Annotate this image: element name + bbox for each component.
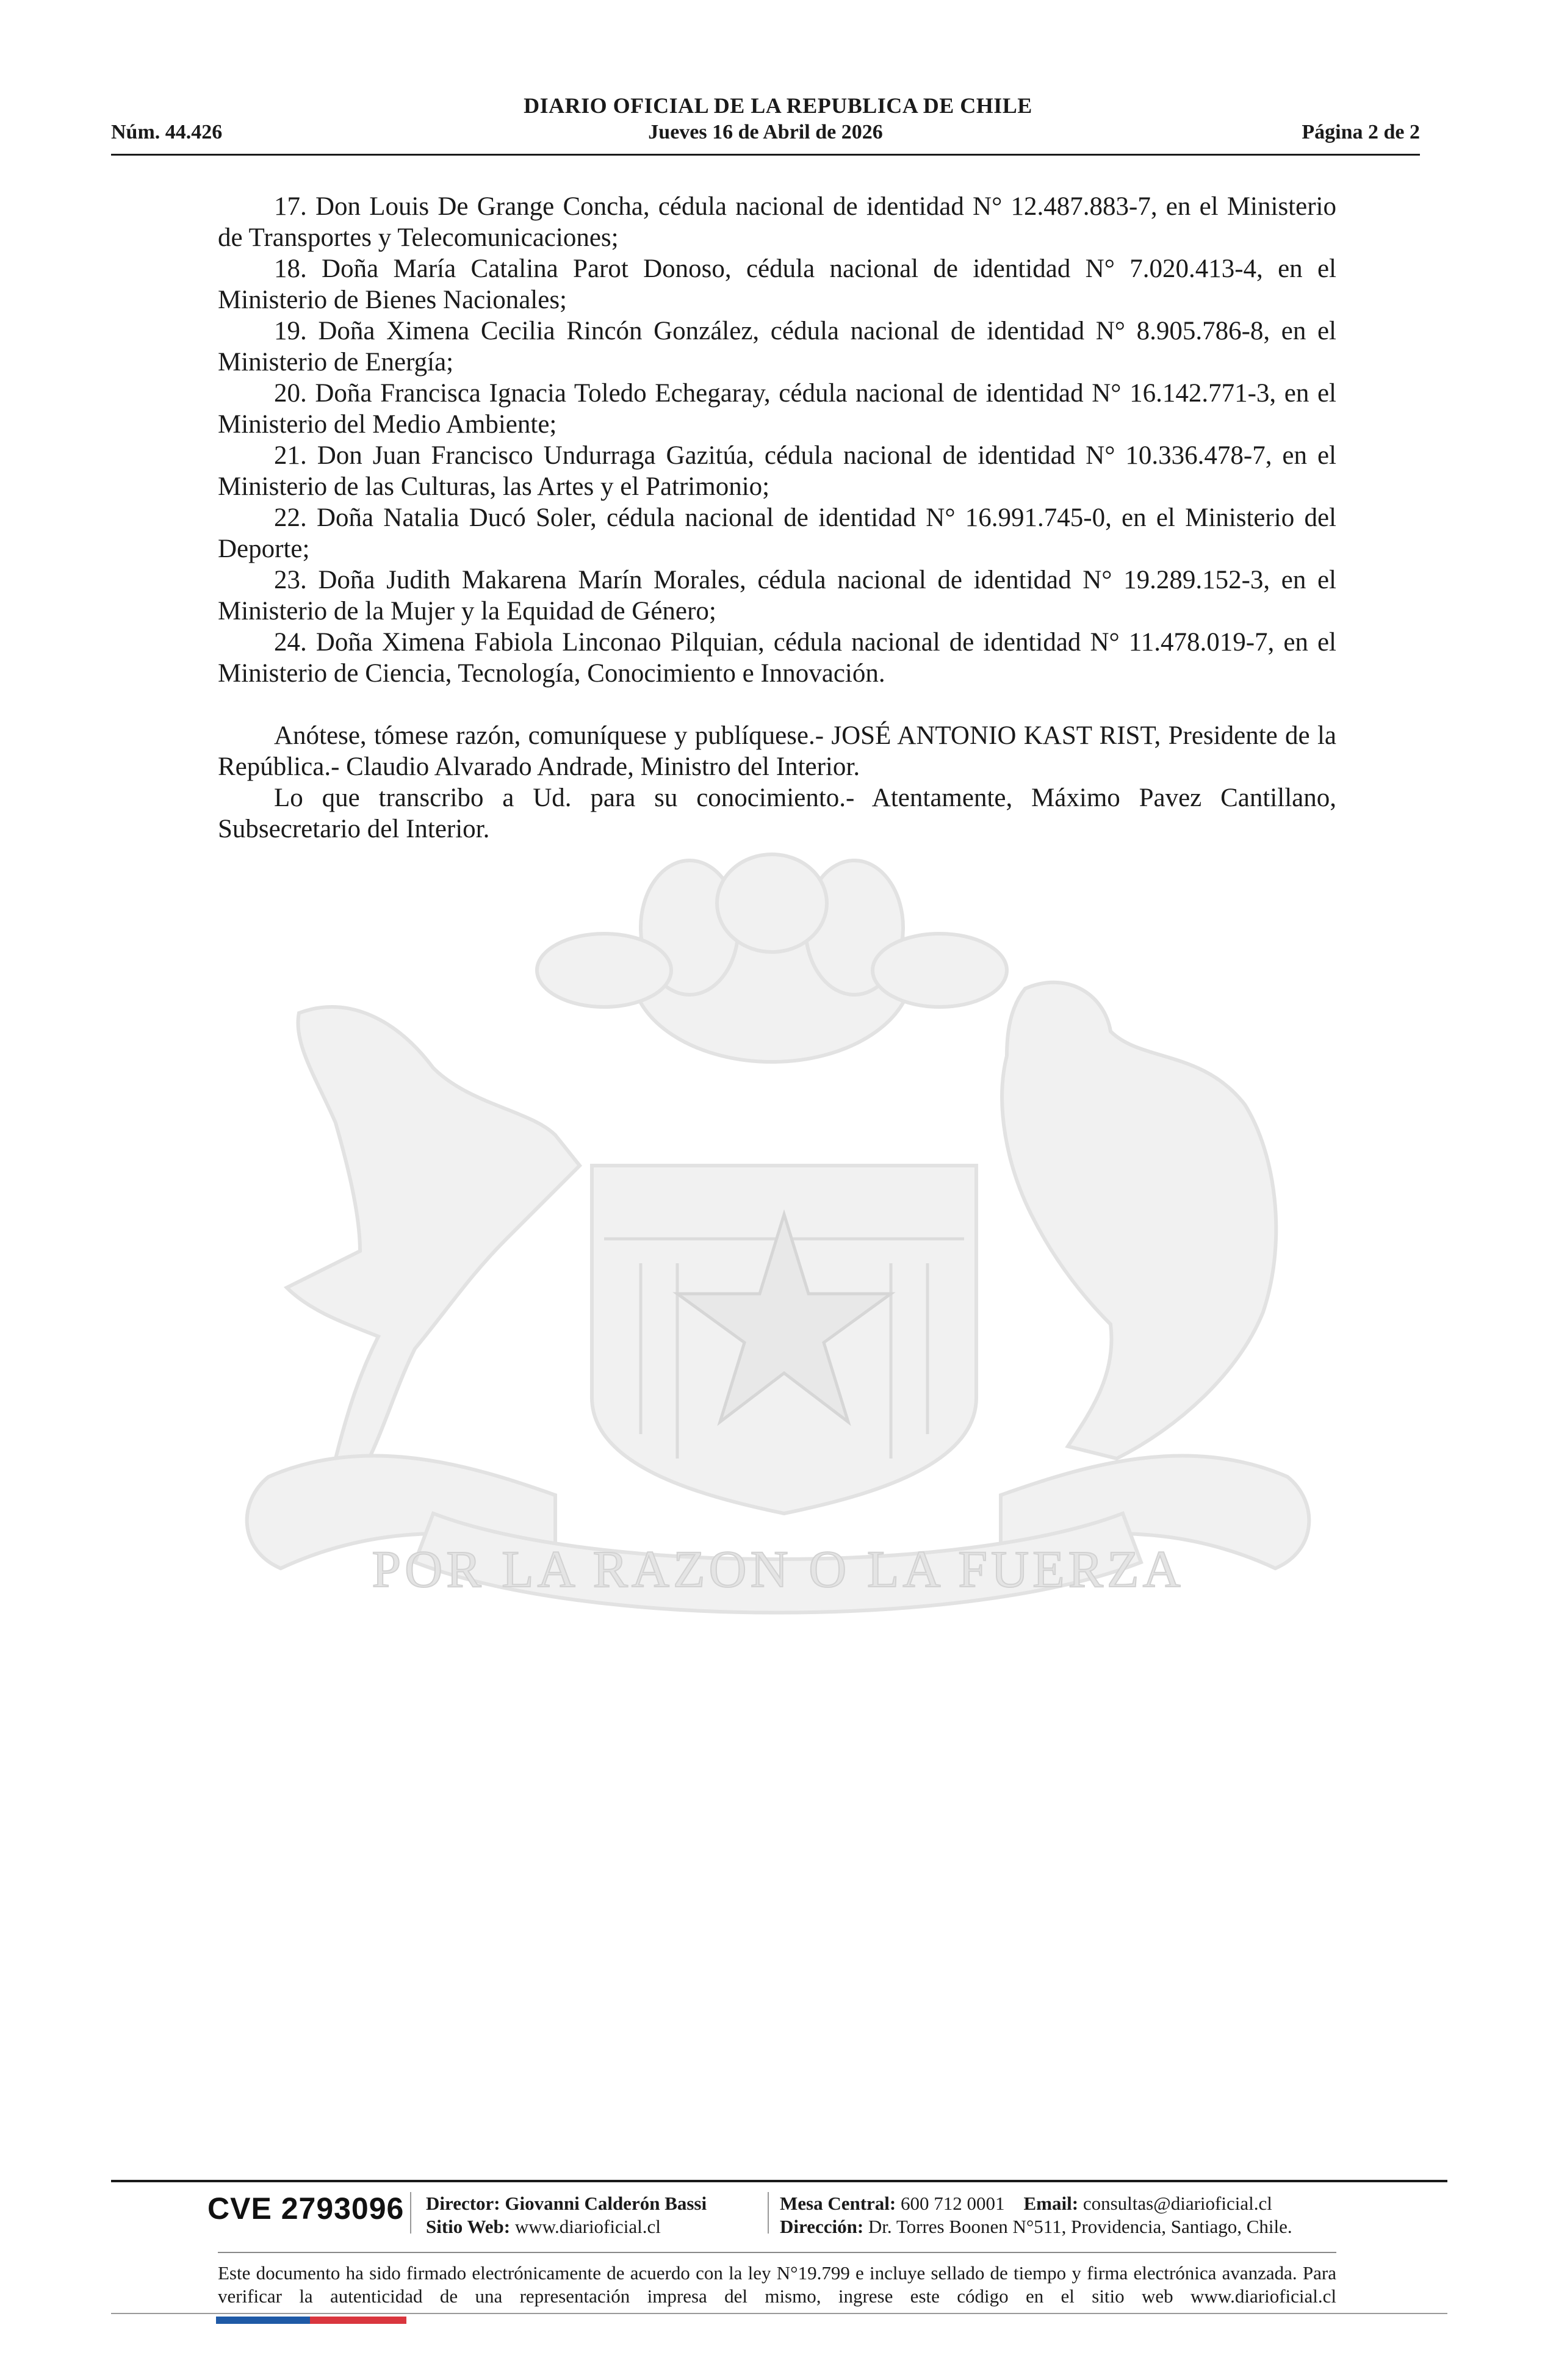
footer-contact-block [780, 2192, 1292, 2238]
director-name: Giovanni Calderón Bassi [505, 2193, 707, 2214]
flag-stripe-red [310, 2317, 406, 2324]
header-row [111, 121, 1420, 148]
phone-number: 600 712 0001 [901, 2193, 1005, 2214]
footer-mid-divider [218, 2252, 1336, 2253]
appointment-paragraph: 18. Doña María Catalina Parot Donoso, cédula nacional de identidad N° 7.020.413-4, en el Ministerio de Bienes Nacionales; [218, 254, 1336, 314]
cve-code: CVE 2793096 [207, 2191, 405, 2226]
electronic-signature-notice: Este documento ha sido firmado electrónicamente de acuerdo con la ley N°19.799 e incluye sellado de tiempo y firma electrónica avanzada. Para verificar la autenticidad de una representación impresa del mismo, ingrese este código en el sitio web www.diarioficial.cl [218, 2262, 1336, 2307]
coat-of-arms-motto: POR LA RAZON O LA FUERZA [372, 1540, 1184, 1598]
appointment-paragraph: 24. Doña Ximena Fabiola Linconao Pilquian, cédula nacional de identidad N° 11.478.019-7, en el Ministerio de Ciencia, Tecnología, Conocimiento e Innovación. [218, 628, 1336, 688]
signature-paragraph: Anótese, tómese razón, comuníquese y publíquese.- JOSÉ ANTONIO KAST RIST, Presidente de la República.- Claudio Alvarado Andrade, Ministro del Interior. [218, 721, 1336, 781]
email-link[interactable]: consultas@diarioficial.cl [1082, 2193, 1272, 2214]
chile-coat-of-arms-icon [214, 848, 1342, 1660]
director-label: Director: [426, 2193, 500, 2214]
phone-label: Mesa Central: [780, 2193, 896, 2214]
appointment-paragraph: 19. Doña Ximena Cecilia Rincón González, cédula nacional de identidad N° 8.905.786-8, en el Ministerio de Energía; [218, 317, 1336, 377]
appointment-paragraph: 21. Don Juan Francisco Undurraga Gazitúa, cédula nacional de identidad N° 10.336.478-7, en el Ministerio de las Culturas, las Artes y el Patrimonio; [218, 441, 1336, 501]
transcription-paragraph: Lo que transcribo a Ud. para su conocimiento.- Atentamente, Máximo Pavez Cantillano, Subsecretario del Interior. [218, 784, 1336, 843]
issue-date: Jueves 16 de Abril de 2026 [648, 121, 883, 143]
header-divider [111, 154, 1420, 156]
decree-body [218, 191, 1336, 845]
appointment-paragraph: 17. Don Louis De Grange Concha, cédula nacional de identidad N° 12.487.883-7, en el Ministerio de Transportes y Telecomunicaciones; [218, 192, 1336, 252]
footer-separator [410, 2192, 411, 2234]
appointment-paragraph: 23. Doña Judith Makarena Marín Morales, cédula nacional de identidad N° 19.289.152-3, en el Ministerio de la Mujer y la Equidad de Género; [218, 566, 1336, 626]
issue-number: Núm. 44.426 [111, 121, 223, 143]
footer-top-divider [111, 2180, 1447, 2182]
footer-bottom-divider [111, 2313, 1447, 2314]
footer-director-block [426, 2192, 707, 2238]
flag-stripe-blue [216, 2317, 310, 2324]
appointment-paragraph: 20. Doña Francisca Ignacia Toledo Echegaray, cédula nacional de identidad N° 16.142.771-3, en el Ministerio del Medio Ambiente; [218, 379, 1336, 439]
address-value: Dr. Torres Boonen N°511, Providencia, Santiago, Chile. [868, 2216, 1292, 2237]
website-label: Sitio Web: [426, 2216, 511, 2237]
website-link[interactable]: www.diarioficial.cl [514, 2216, 661, 2237]
email-label: Email: [1023, 2193, 1079, 2214]
page-indicator: Página 2 de 2 [1302, 121, 1420, 143]
publication-title: DIARIO OFICIAL DE LA REPUBLICA DE CHILE [524, 93, 1032, 118]
appointment-paragraph: 22. Doña Natalia Ducó Soler, cédula nacional de identidad N° 16.991.745-0, en el Ministerio del Deporte; [218, 503, 1336, 563]
footer-separator [768, 2192, 769, 2234]
address-label: Dirección: [780, 2216, 864, 2237]
